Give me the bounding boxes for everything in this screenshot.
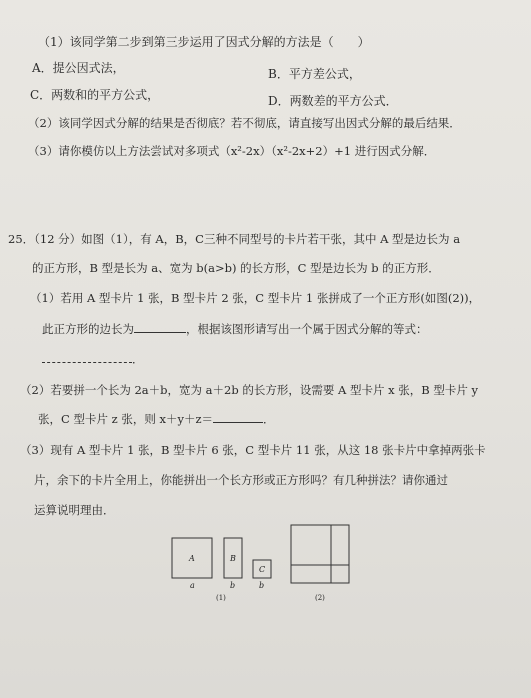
figure1-caption: (1): [216, 594, 226, 602]
q25-part2-prefix: 张，C 型卡片 z 张，则 x＋y＋z＝: [38, 412, 214, 426]
q25-part1-line1: （1）若用 A 型卡片 1 张，B 型卡片 2 张，C 型卡片 1 张拼成了一个正方形(如图(2))，: [30, 291, 481, 305]
side-length-answer-blank[interactable]: [134, 320, 186, 333]
q24-option-c: C．两数和的平方公式，: [30, 88, 160, 102]
q25-part1-line2: [42, 320, 428, 337]
q25-part1-line3: [42, 350, 144, 367]
q25-part2-line2: [38, 410, 275, 427]
factorization-equation-blank[interactable]: [42, 350, 132, 363]
q24-option-d: D．两数差的平方公式．: [268, 94, 398, 108]
card-c-side-label: b: [259, 581, 265, 590]
q25-part2-line1: （2）若要拼一个长为 2a＋b，宽为 a＋2b 的长方形，设需要 A 型卡片 x 张，B 型卡片 y: [20, 383, 479, 397]
q24-option-b: B．平方差公式，: [268, 67, 361, 81]
card-a-label: A: [189, 554, 195, 563]
card-figures: [160, 520, 380, 620]
q24-option-a: A．提公因式法，: [32, 61, 125, 75]
q25-intro-line2: 的正方形，B 型是长为 a、宽为 b(a>b) 的长方形，C 型是边长为 b 的正方形．: [32, 261, 440, 275]
q25-part2-end: ．: [263, 412, 275, 426]
q25-part3-line3: 运算说明理由．: [34, 503, 115, 517]
q25-part3-line1: （3）现有 A 型卡片 1 张，B 型卡片 6 张，C 型卡片 11 张，从这 18 张卡片中拿掉两张卡: [20, 443, 486, 457]
sum-answer-blank[interactable]: [213, 410, 263, 423]
q24-sub1: （1）该同学第二步到第三步运用了因式分解的方法是（ ）: [38, 35, 370, 49]
card-b-side-label: b: [230, 581, 236, 590]
card-a-side-label: a: [190, 581, 195, 590]
q25-part1-end: ．: [132, 352, 144, 366]
q25-part1-prefix: 此正方形的边长为: [42, 322, 134, 336]
q24-sub2: （2）该同学因式分解的结果是否彻底？若不彻底，请直接写出因式分解的最后结果．: [28, 116, 461, 130]
card-b-label: B: [230, 554, 236, 563]
card-c-label: C: [259, 565, 266, 574]
q25-part3-line2: 片，余下的卡片全用上，你能拼出一个长方形或正方形吗？有几种拼法？请你通过: [34, 473, 448, 487]
q25-part1-suffix: ，根据该图形请写出一个属于因式分解的等式：: [186, 322, 428, 336]
composite-square: [291, 525, 349, 583]
figure2-caption: (2): [315, 594, 325, 602]
q25-intro-line1: 25．（12 分）如图（1），有 A，B，C三种不同型号的卡片若干张，其中 A 型是边长为 a: [8, 232, 461, 246]
q24-sub3: （3）请你模仿以上方法尝试对多项式（x²-2x）（x²-2x+2）+1 进行因式分解．: [28, 144, 436, 158]
